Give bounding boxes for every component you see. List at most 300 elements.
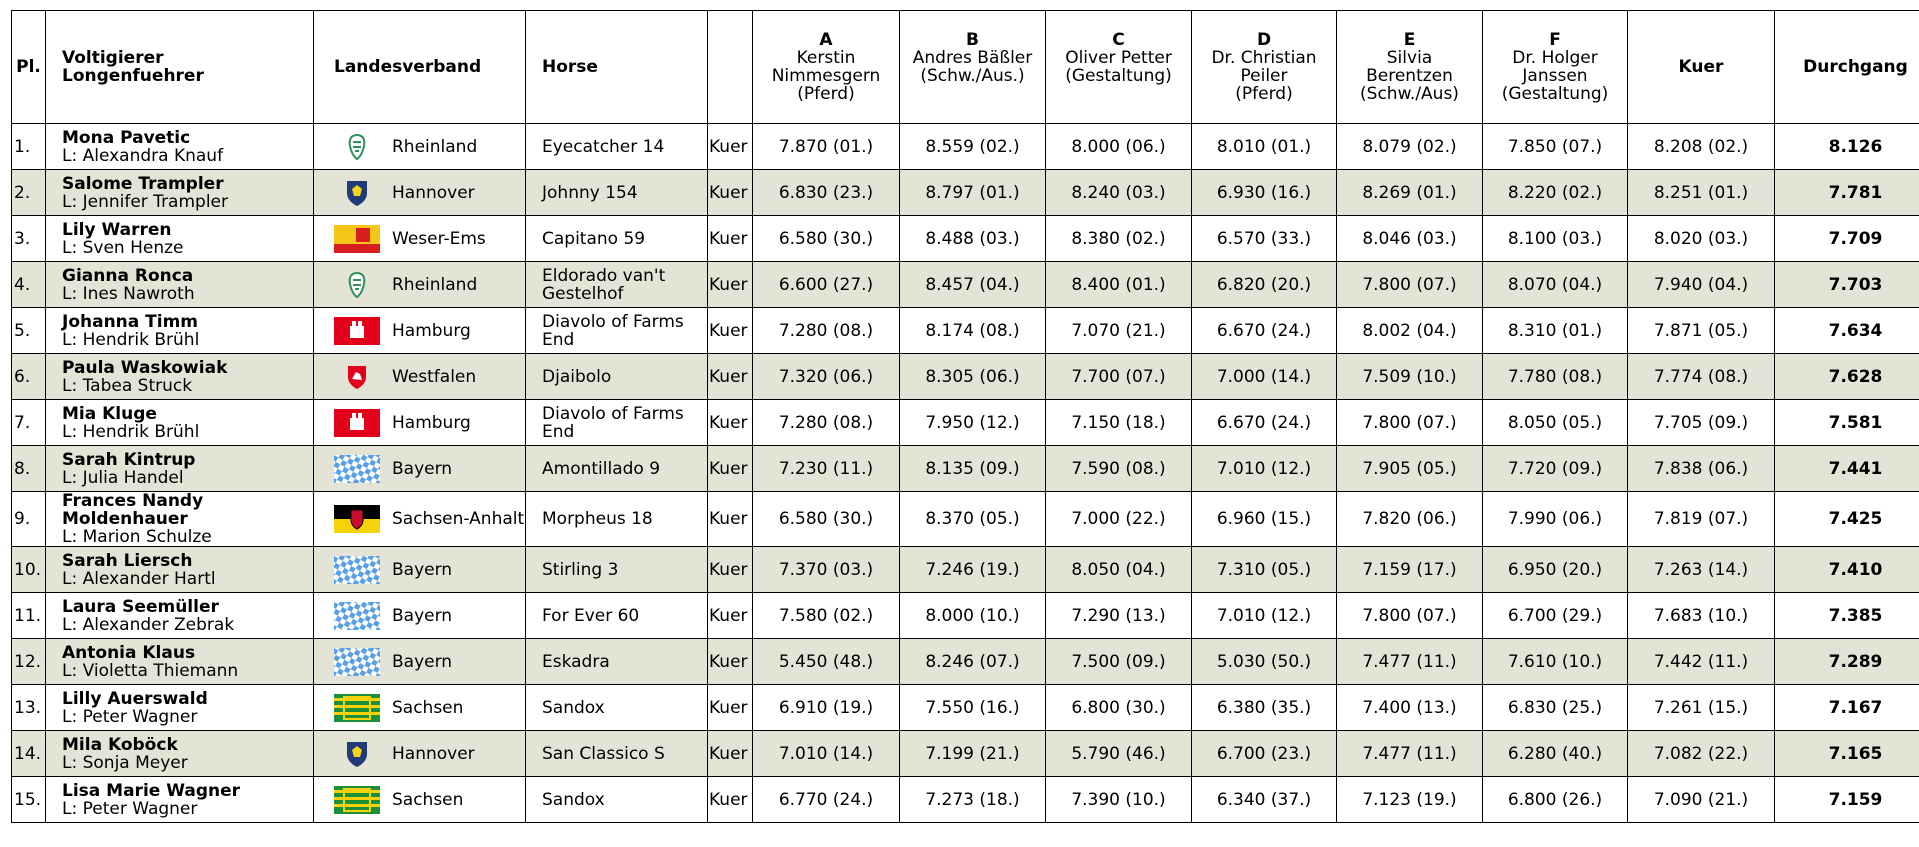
score-cell: 7.477 (11.) (1337, 639, 1483, 685)
score-cell: 6.700 (23.) (1192, 731, 1337, 777)
horse-cell: Morpheus 18 (526, 492, 708, 547)
judge-c-header (1046, 11, 1192, 124)
score-cell: 7.800 (07.) (1337, 400, 1483, 446)
landesverband-name: Rheinland (392, 274, 478, 295)
score-cell: 5.450 (48.) (753, 639, 900, 685)
score-cell: 7.590 (08.) (1046, 446, 1192, 492)
horse-cell: Diavolo of Farms End (526, 400, 708, 446)
landesverband-name: Weser-Ems (392, 228, 486, 249)
score-cell: 6.580 (30.) (753, 216, 900, 262)
place-cell: 10. (12, 547, 46, 593)
landesverband-name: Westfalen (392, 366, 477, 387)
judge-d-header (1192, 11, 1337, 124)
score-cell: 7.940 (04.) (1628, 262, 1775, 308)
place-cell: 15. (12, 777, 46, 823)
score-cell: 7.477 (11.) (1337, 731, 1483, 777)
lunger-name: L: Alexandra Knauf (62, 145, 224, 166)
score-cell: 7.123 (19.) (1337, 777, 1483, 823)
score-cell: 7.320 (06.) (753, 354, 900, 400)
landesverband-name: Rheinland (392, 136, 478, 157)
hamburg-flag-icon (334, 409, 380, 437)
table-row (12, 354, 1919, 400)
score-cell: 6.340 (37.) (1192, 777, 1337, 823)
score-cell: 7.800 (07.) (1337, 262, 1483, 308)
score-cell: 7.246 (19.) (900, 547, 1046, 593)
horse-cell: Sandox (526, 685, 708, 731)
score-cell: 8.457 (04.) (900, 262, 1046, 308)
durchgang-score-cell: 7.425 (1775, 492, 1919, 547)
lunger-name: L: Hendrik Brühl (62, 329, 200, 350)
landesverband-cell (314, 354, 526, 400)
horse-cell: San Classico S (526, 731, 708, 777)
table-row (12, 262, 1919, 308)
weser-ems-flag-icon (334, 225, 380, 253)
table-row (12, 124, 1919, 170)
vaulter-name: Sarah Liersch (62, 550, 193, 571)
horse-header: Horse (526, 11, 708, 124)
sachsen-flag-icon (334, 694, 380, 722)
vaulter-cell (46, 731, 314, 777)
table-row (12, 492, 1919, 547)
landesverband-name: Hamburg (392, 320, 471, 341)
score-cell: 6.930 (16.) (1192, 170, 1337, 216)
score-cell: 7.705 (09.) (1628, 400, 1775, 446)
landesverband-cell (314, 639, 526, 685)
vaulter-name: Lily Warren (62, 219, 172, 240)
score-cell: 7.261 (15.) (1628, 685, 1775, 731)
voltigierer-header-label: Voltigierer (62, 48, 164, 68)
lunger-name: L: Sonja Meyer (62, 752, 188, 773)
score-cell: 6.380 (35.) (1192, 685, 1337, 731)
score-cell: 7.010 (12.) (1192, 593, 1337, 639)
score-cell: 7.850 (07.) (1483, 124, 1628, 170)
vaulter-cell (46, 777, 314, 823)
test-cell: Kuer (708, 492, 753, 547)
score-cell: 8.269 (01.) (1337, 170, 1483, 216)
judge-e-header (1337, 11, 1483, 124)
judge-line: (Pferd) (797, 84, 855, 104)
score-cell: 8.135 (09.) (900, 446, 1046, 492)
lunger-name: L: Alexander Zebrak (62, 614, 235, 635)
durchgang-score-cell: 7.167 (1775, 685, 1919, 731)
bayern-flag-icon (334, 556, 380, 584)
judge-line: Berentzen (1366, 66, 1453, 86)
score-cell: 6.910 (19.) (753, 685, 900, 731)
judge-letter: D (1256, 30, 1272, 50)
landesverband-cell (314, 262, 526, 308)
horse-cell: Capitano 59 (526, 216, 708, 262)
test-cell: Kuer (708, 731, 753, 777)
durchgang-score-cell: 7.441 (1775, 446, 1919, 492)
test-cell: Kuer (708, 216, 753, 262)
score-cell: 7.273 (18.) (900, 777, 1046, 823)
durchgang-score-cell: 7.634 (1775, 308, 1919, 354)
score-cell: 8.305 (06.) (900, 354, 1046, 400)
test-cell: Kuer (708, 446, 753, 492)
score-cell: 5.790 (46.) (1046, 731, 1192, 777)
lunger-name: L: Jennifer Trampler (62, 191, 228, 212)
score-cell: 8.400 (01.) (1046, 262, 1192, 308)
score-cell: 7.310 (05.) (1192, 547, 1337, 593)
score-cell: 8.010 (01.) (1192, 124, 1337, 170)
score-cell: 8.559 (02.) (900, 124, 1046, 170)
place-cell: 7. (12, 400, 46, 446)
lunger-name: L: Sven Henze (62, 237, 184, 258)
score-cell: 8.310 (01.) (1483, 308, 1628, 354)
score-cell: 8.046 (03.) (1337, 216, 1483, 262)
voltigierer-header (46, 11, 314, 124)
score-cell: 7.000 (22.) (1046, 492, 1192, 547)
lunger-name: L: Marion Schulze (62, 527, 212, 547)
landesverband-name: Hamburg (392, 412, 471, 433)
landesverband-name: Bayern (392, 458, 453, 479)
score-cell: 6.800 (26.) (1483, 777, 1628, 823)
score-cell: 6.280 (40.) (1483, 731, 1628, 777)
judge-line: Nimmesgern (771, 66, 881, 86)
test-header (708, 11, 753, 124)
score-cell: 7.500 (09.) (1046, 639, 1192, 685)
durchgang-score-cell: 7.709 (1775, 216, 1919, 262)
durchgang-score-cell: 7.289 (1775, 639, 1919, 685)
landesverband-name: Bayern (392, 605, 453, 626)
lunger-name: L: Peter Wagner (62, 798, 198, 819)
judge-line: (Gestaltung) (1065, 66, 1172, 86)
score-cell: 7.905 (05.) (1337, 446, 1483, 492)
score-cell: 7.000 (14.) (1192, 354, 1337, 400)
landesverband-cell (314, 777, 526, 823)
vaulter-name: Johanna Timm (62, 311, 199, 332)
landesverband-cell (314, 400, 526, 446)
score-cell: 8.070 (04.) (1483, 262, 1628, 308)
vaulter-cell (46, 685, 314, 731)
vaulter-name: Frances Nandy Moldenhauer (62, 491, 204, 529)
score-cell: 8.380 (02.) (1046, 216, 1192, 262)
place-cell: 14. (12, 731, 46, 777)
test-cell: Kuer (708, 400, 753, 446)
judge-b-header (900, 11, 1046, 124)
table-row (12, 400, 1919, 446)
table-row (12, 685, 1919, 731)
test-cell: Kuer (708, 593, 753, 639)
judge-line: (Schw./Aus.) (920, 66, 1025, 86)
test-cell: Kuer (708, 262, 753, 308)
judge-line: (Schw./Aus) (1360, 84, 1459, 104)
landesverband-cell (314, 446, 526, 492)
table-row (12, 547, 1919, 593)
test-cell: Kuer (708, 354, 753, 400)
longenfuehrer-header-label: Longenfuehrer (62, 66, 204, 86)
bayern-flag-icon (334, 648, 380, 676)
lunger-name: L: Alexander Hartl (62, 568, 216, 589)
results-table (11, 10, 1919, 823)
score-cell: 8.208 (02.) (1628, 124, 1775, 170)
place-cell: 3. (12, 216, 46, 262)
vaulter-cell (46, 547, 314, 593)
vaulter-cell (46, 216, 314, 262)
score-cell: 8.488 (03.) (900, 216, 1046, 262)
score-cell: 7.774 (08.) (1628, 354, 1775, 400)
table-row (12, 639, 1919, 685)
score-cell: 8.251 (01.) (1628, 170, 1775, 216)
vaulter-name: Lisa Marie Wagner (62, 780, 241, 801)
judge-line: Andres Bäßler (912, 48, 1033, 68)
lunger-name: L: Ines Nawroth (62, 283, 195, 304)
score-cell: 6.700 (29.) (1483, 593, 1628, 639)
bayern-flag-icon (334, 602, 380, 630)
score-cell: 8.020 (03.) (1628, 216, 1775, 262)
score-cell: 7.390 (10.) (1046, 777, 1192, 823)
score-cell: 7.780 (08.) (1483, 354, 1628, 400)
score-cell: 7.150 (18.) (1046, 400, 1192, 446)
landesverband-name: Hannover (392, 743, 475, 764)
sachsen-flag-icon (334, 786, 380, 814)
horse-cell: Diavolo of Farms End (526, 308, 708, 354)
score-cell: 7.280 (08.) (753, 308, 900, 354)
judge-line: Dr. Holger (1512, 48, 1598, 68)
score-cell: 8.370 (05.) (900, 492, 1046, 547)
place-cell: 8. (12, 446, 46, 492)
landesverband-name: Bayern (392, 559, 453, 580)
landesverband-cell (314, 124, 526, 170)
durchgang-score-cell: 7.410 (1775, 547, 1919, 593)
rheinland-flag-icon (334, 133, 380, 161)
score-cell: 7.090 (21.) (1628, 777, 1775, 823)
table-row (12, 593, 1919, 639)
vaulter-cell (46, 262, 314, 308)
test-cell: Kuer (708, 308, 753, 354)
score-cell: 7.230 (11.) (753, 446, 900, 492)
vaulter-name: Sarah Kintrup (62, 449, 196, 470)
vaulter-cell (46, 170, 314, 216)
score-cell: 6.830 (23.) (753, 170, 900, 216)
landesverband-cell (314, 593, 526, 639)
score-cell: 7.990 (06.) (1483, 492, 1628, 547)
durchgang-score-cell: 7.703 (1775, 262, 1919, 308)
landesverband-cell (314, 216, 526, 262)
judge-line: Janssen (1522, 66, 1588, 86)
score-cell: 8.002 (04.) (1337, 308, 1483, 354)
score-cell: 7.199 (21.) (900, 731, 1046, 777)
score-cell: 7.683 (10.) (1628, 593, 1775, 639)
score-cell: 7.263 (14.) (1628, 547, 1775, 593)
durchgang-score-cell: 7.385 (1775, 593, 1919, 639)
durchgang-header: Durchgang (1775, 11, 1919, 124)
test-cell: Kuer (708, 170, 753, 216)
horse-cell: For Ever 60 (526, 593, 708, 639)
table-row (12, 308, 1919, 354)
score-cell: 7.010 (12.) (1192, 446, 1337, 492)
place-header: Pl. (12, 11, 46, 124)
score-cell: 8.797 (01.) (900, 170, 1046, 216)
judge-a-header (753, 11, 900, 124)
judge-line: (Gestaltung) (1501, 84, 1609, 104)
vaulter-cell (46, 492, 314, 547)
score-cell: 6.770 (24.) (753, 777, 900, 823)
place-cell: 11. (12, 593, 46, 639)
place-cell: 4. (12, 262, 46, 308)
landesverband-cell (314, 170, 526, 216)
horse-cell: Sandox (526, 777, 708, 823)
landesverband-header: Landesverband (314, 11, 526, 124)
score-cell: 8.246 (07.) (900, 639, 1046, 685)
score-cell: 8.000 (06.) (1046, 124, 1192, 170)
horse-cell: Eldorado van't Gestelhof (526, 262, 708, 308)
place-cell: 13. (12, 685, 46, 731)
score-cell: 7.610 (10.) (1483, 639, 1628, 685)
landesverband-name: Bayern (392, 651, 453, 672)
score-cell: 7.820 (06.) (1337, 492, 1483, 547)
test-cell: Kuer (708, 777, 753, 823)
score-cell: 7.838 (06.) (1628, 446, 1775, 492)
vaulter-name: Laura Seemüller (62, 596, 219, 617)
score-cell: 6.830 (25.) (1483, 685, 1628, 731)
score-cell: 7.082 (22.) (1628, 731, 1775, 777)
hannover-flag-icon (334, 179, 380, 207)
rheinland-flag-icon (334, 271, 380, 299)
score-cell: 8.050 (04.) (1046, 547, 1192, 593)
header-row (12, 11, 1919, 124)
judge-line: Peiler (1240, 66, 1288, 86)
horse-cell: Djaibolo (526, 354, 708, 400)
judge-letter: B (966, 30, 979, 50)
judge-letter: E (1403, 30, 1416, 50)
place-cell: 12. (12, 639, 46, 685)
landesverband-name: Sachsen (392, 697, 464, 718)
test-cell: Kuer (708, 547, 753, 593)
vaulter-name: Paula Waskowiak (62, 357, 228, 378)
place-cell: 6. (12, 354, 46, 400)
vaulter-cell (46, 124, 314, 170)
score-cell: 7.400 (13.) (1337, 685, 1483, 731)
horse-cell: Eskadra (526, 639, 708, 685)
vaulter-name: Gianna Ronca (62, 265, 194, 286)
durchgang-score-cell: 7.628 (1775, 354, 1919, 400)
judge-letter: A (819, 30, 833, 50)
judge-line: Silvia (1386, 48, 1433, 68)
score-cell: 7.700 (07.) (1046, 354, 1192, 400)
score-cell: 8.000 (10.) (900, 593, 1046, 639)
place-cell: 1. (12, 124, 46, 170)
judge-line: Oliver Petter (1065, 48, 1172, 68)
score-cell: 7.280 (08.) (753, 400, 900, 446)
score-cell: 5.030 (50.) (1192, 639, 1337, 685)
score-cell: 7.870 (01.) (753, 124, 900, 170)
durchgang-score-cell: 7.581 (1775, 400, 1919, 446)
results-body (12, 124, 1919, 823)
westfalen-flag-icon (334, 363, 380, 391)
score-cell: 8.100 (03.) (1483, 216, 1628, 262)
horse-cell: Stirling 3 (526, 547, 708, 593)
judge-line: Dr. Christian (1211, 48, 1317, 68)
score-cell: 8.174 (08.) (900, 308, 1046, 354)
lunger-name: L: Violetta Thiemann (62, 660, 239, 681)
lunger-name: L: Tabea Struck (62, 375, 193, 396)
landesverband-cell (314, 308, 526, 354)
hannover-flag-icon (334, 740, 380, 768)
score-cell: 7.290 (13.) (1046, 593, 1192, 639)
score-cell: 6.950 (20.) (1483, 547, 1628, 593)
score-cell: 6.580 (30.) (753, 492, 900, 547)
judge-line: (Pferd) (1235, 84, 1293, 104)
score-cell: 6.800 (30.) (1046, 685, 1192, 731)
score-cell: 8.240 (03.) (1046, 170, 1192, 216)
vaulter-cell (46, 354, 314, 400)
test-cell: Kuer (708, 639, 753, 685)
vaulter-name: Mila Koböck (62, 734, 178, 755)
landesverband-name: Hannover (392, 182, 475, 203)
score-cell: 7.550 (16.) (900, 685, 1046, 731)
score-cell: 6.600 (27.) (753, 262, 900, 308)
score-cell: 7.871 (05.) (1628, 308, 1775, 354)
place-cell: 9. (12, 492, 46, 547)
durchgang-score-cell: 7.165 (1775, 731, 1919, 777)
horse-cell: Amontillado 9 (526, 446, 708, 492)
vaulter-name: Antonia Klaus (62, 642, 196, 663)
landesverband-cell (314, 731, 526, 777)
score-cell: 6.670 (24.) (1192, 400, 1337, 446)
score-cell: 6.960 (15.) (1192, 492, 1337, 547)
landesverband-cell (314, 492, 526, 547)
lunger-name: L: Peter Wagner (62, 706, 198, 727)
table-row (12, 777, 1919, 823)
landesverband-name: Sachsen (392, 789, 464, 810)
score-cell: 7.580 (02.) (753, 593, 900, 639)
durchgang-score-cell: 7.781 (1775, 170, 1919, 216)
score-cell: 7.800 (07.) (1337, 593, 1483, 639)
lunger-name: L: Julia Handel (62, 467, 184, 488)
horse-cell: Johnny 154 (526, 170, 708, 216)
landesverband-cell (314, 685, 526, 731)
score-cell: 6.570 (33.) (1192, 216, 1337, 262)
vaulter-cell (46, 639, 314, 685)
sachsen-anhalt-flag-icon (334, 505, 380, 533)
score-cell: 6.670 (24.) (1192, 308, 1337, 354)
horse-cell: Eyecatcher 14 (526, 124, 708, 170)
vaulter-name: Mona Pavetic (62, 127, 191, 148)
score-cell: 7.950 (12.) (900, 400, 1046, 446)
table-row (12, 446, 1919, 492)
score-cell: 7.720 (09.) (1483, 446, 1628, 492)
judge-letter: F (1549, 30, 1561, 50)
table-row (12, 170, 1919, 216)
score-cell: 7.370 (03.) (753, 547, 900, 593)
table-row (12, 731, 1919, 777)
test-cell: Kuer (708, 124, 753, 170)
test-cell: Kuer (708, 685, 753, 731)
score-cell: 8.050 (05.) (1483, 400, 1628, 446)
kuer-header: Kuer (1628, 11, 1775, 124)
bayern-flag-icon (334, 455, 380, 483)
vaulter-name: Mia Kluge (62, 403, 157, 424)
score-cell: 7.509 (10.) (1337, 354, 1483, 400)
vaulter-cell (46, 400, 314, 446)
lunger-name: L: Hendrik Brühl (62, 421, 200, 442)
score-cell: 7.010 (14.) (753, 731, 900, 777)
place-cell: 5. (12, 308, 46, 354)
score-cell: 7.819 (07.) (1628, 492, 1775, 547)
table-row (12, 216, 1919, 262)
score-cell: 8.079 (02.) (1337, 124, 1483, 170)
durchgang-score-cell: 8.126 (1775, 124, 1919, 170)
score-cell: 7.070 (21.) (1046, 308, 1192, 354)
score-cell: 7.159 (17.) (1337, 547, 1483, 593)
landesverband-name: Sachsen-Anhalt (392, 509, 525, 529)
durchgang-score-cell: 7.159 (1775, 777, 1919, 823)
vaulter-cell (46, 308, 314, 354)
vaulter-cell (46, 593, 314, 639)
score-cell: 6.820 (20.) (1192, 262, 1337, 308)
judge-f-header (1483, 11, 1628, 124)
